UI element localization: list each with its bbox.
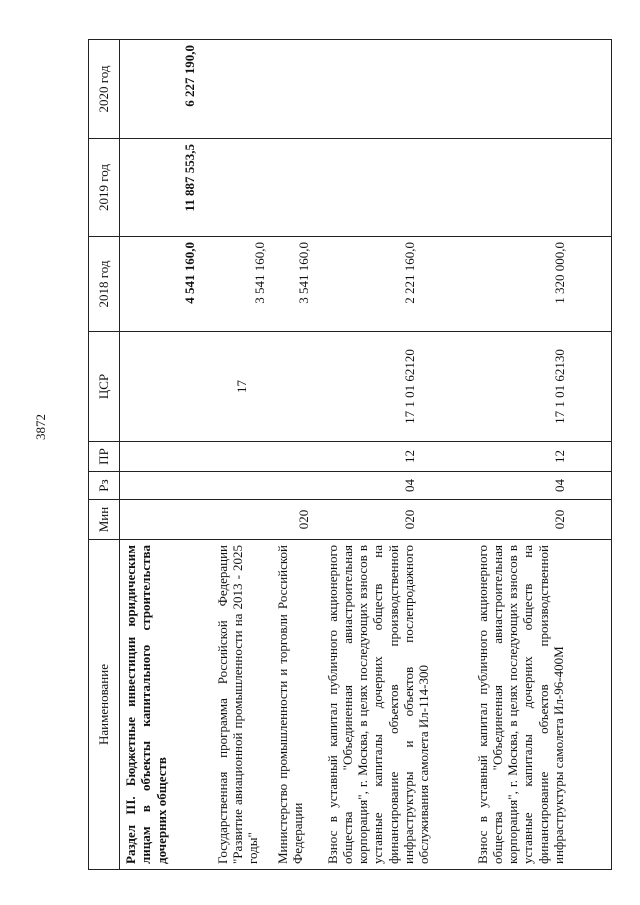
row-2020 [272, 40, 322, 139]
row-name: Раздел III. Бюджетные инвестиции юридическим лицам в объекты капитального строительства дочерних обществ [120, 540, 212, 870]
row-csr [120, 332, 212, 442]
row-2020 [322, 40, 472, 139]
row-2020 [472, 40, 612, 139]
row-min: 020 [472, 500, 612, 540]
row-name: Министерство промышленности и торговли Российской Федерации [272, 540, 322, 870]
row-2020 [212, 40, 272, 139]
row-min [212, 500, 272, 540]
row-name: Взнос в уставный капитал публичного акционерного общества "Объединенная авиастроительная корпорация", г. Москва, в целях последующих взносов в уставные капиталы дочерних обществ на финансирование объектов производственной инфраструктуры и объектов послепродажного обслуживания самолета Ил-114-300 [322, 540, 472, 870]
row-2019 [212, 139, 272, 237]
row-pr: 12 [322, 442, 472, 472]
header-rz: Рз [89, 472, 120, 500]
header-csr: ЦСР [89, 332, 120, 442]
row-pr [120, 442, 212, 472]
row-rz: 04 [322, 472, 472, 500]
table-row [212, 40, 272, 870]
header-2018: 2018 год [89, 237, 120, 332]
header-pr: ПР [89, 442, 120, 472]
row-2018: 4 541 160,0 [120, 237, 212, 332]
row-csr: 17 [212, 332, 272, 442]
row-csr: 17 1 01 62120 [322, 332, 472, 442]
row-2018: 1 320 000,0 [472, 237, 612, 332]
row-min: 020 [322, 500, 472, 540]
header-name: Наименование [89, 540, 120, 870]
row-min: 020 [272, 500, 322, 540]
row-name: Взнос в уставный капитал публичного акционерного общества "Объединенная авиастроительная корпорация", г. Москва, в целях последующих взносов в уставные капиталы дочерних обществ на финансирование объектов производственной инфраструктуры самолета Ил-96-400М [472, 540, 612, 870]
row-pr [272, 442, 322, 472]
page-number: 3872 [33, 414, 48, 440]
table-row [120, 40, 212, 870]
row-min [120, 500, 212, 540]
row-rz: 04 [472, 472, 612, 500]
table-row [272, 40, 322, 870]
row-pr: 12 [472, 442, 612, 472]
row-csr [272, 332, 322, 442]
row-rz [212, 472, 272, 500]
row-2020: 6 227 190,0 [120, 40, 212, 139]
row-2019 [472, 139, 612, 237]
row-2018: 3 541 160,0 [272, 237, 322, 332]
table-row [472, 40, 612, 870]
header-min: Мин [89, 500, 120, 540]
row-pr [212, 442, 272, 472]
row-rz [120, 472, 212, 500]
table-row [322, 40, 472, 870]
row-2019 [272, 139, 322, 237]
row-csr: 17 1 01 62130 [472, 332, 612, 442]
rotated-table-frame [88, 40, 640, 870]
rotated-table-wrapper [88, 40, 640, 870]
row-name: Государственная программа Российской Федерации "Развитие авиационной промышленности на 2013 - 2025 годы" [212, 540, 272, 870]
row-rz [272, 472, 322, 500]
row-2019: 11 887 553,5 [120, 139, 212, 237]
header-2020: 2020 год [89, 40, 120, 139]
header-2019: 2019 год [89, 139, 120, 237]
row-2019 [322, 139, 472, 237]
budget-table [88, 39, 612, 870]
row-2018: 3 541 160,0 [212, 237, 272, 332]
row-2018: 2 221 160,0 [322, 237, 472, 332]
table-header-row [89, 40, 120, 870]
